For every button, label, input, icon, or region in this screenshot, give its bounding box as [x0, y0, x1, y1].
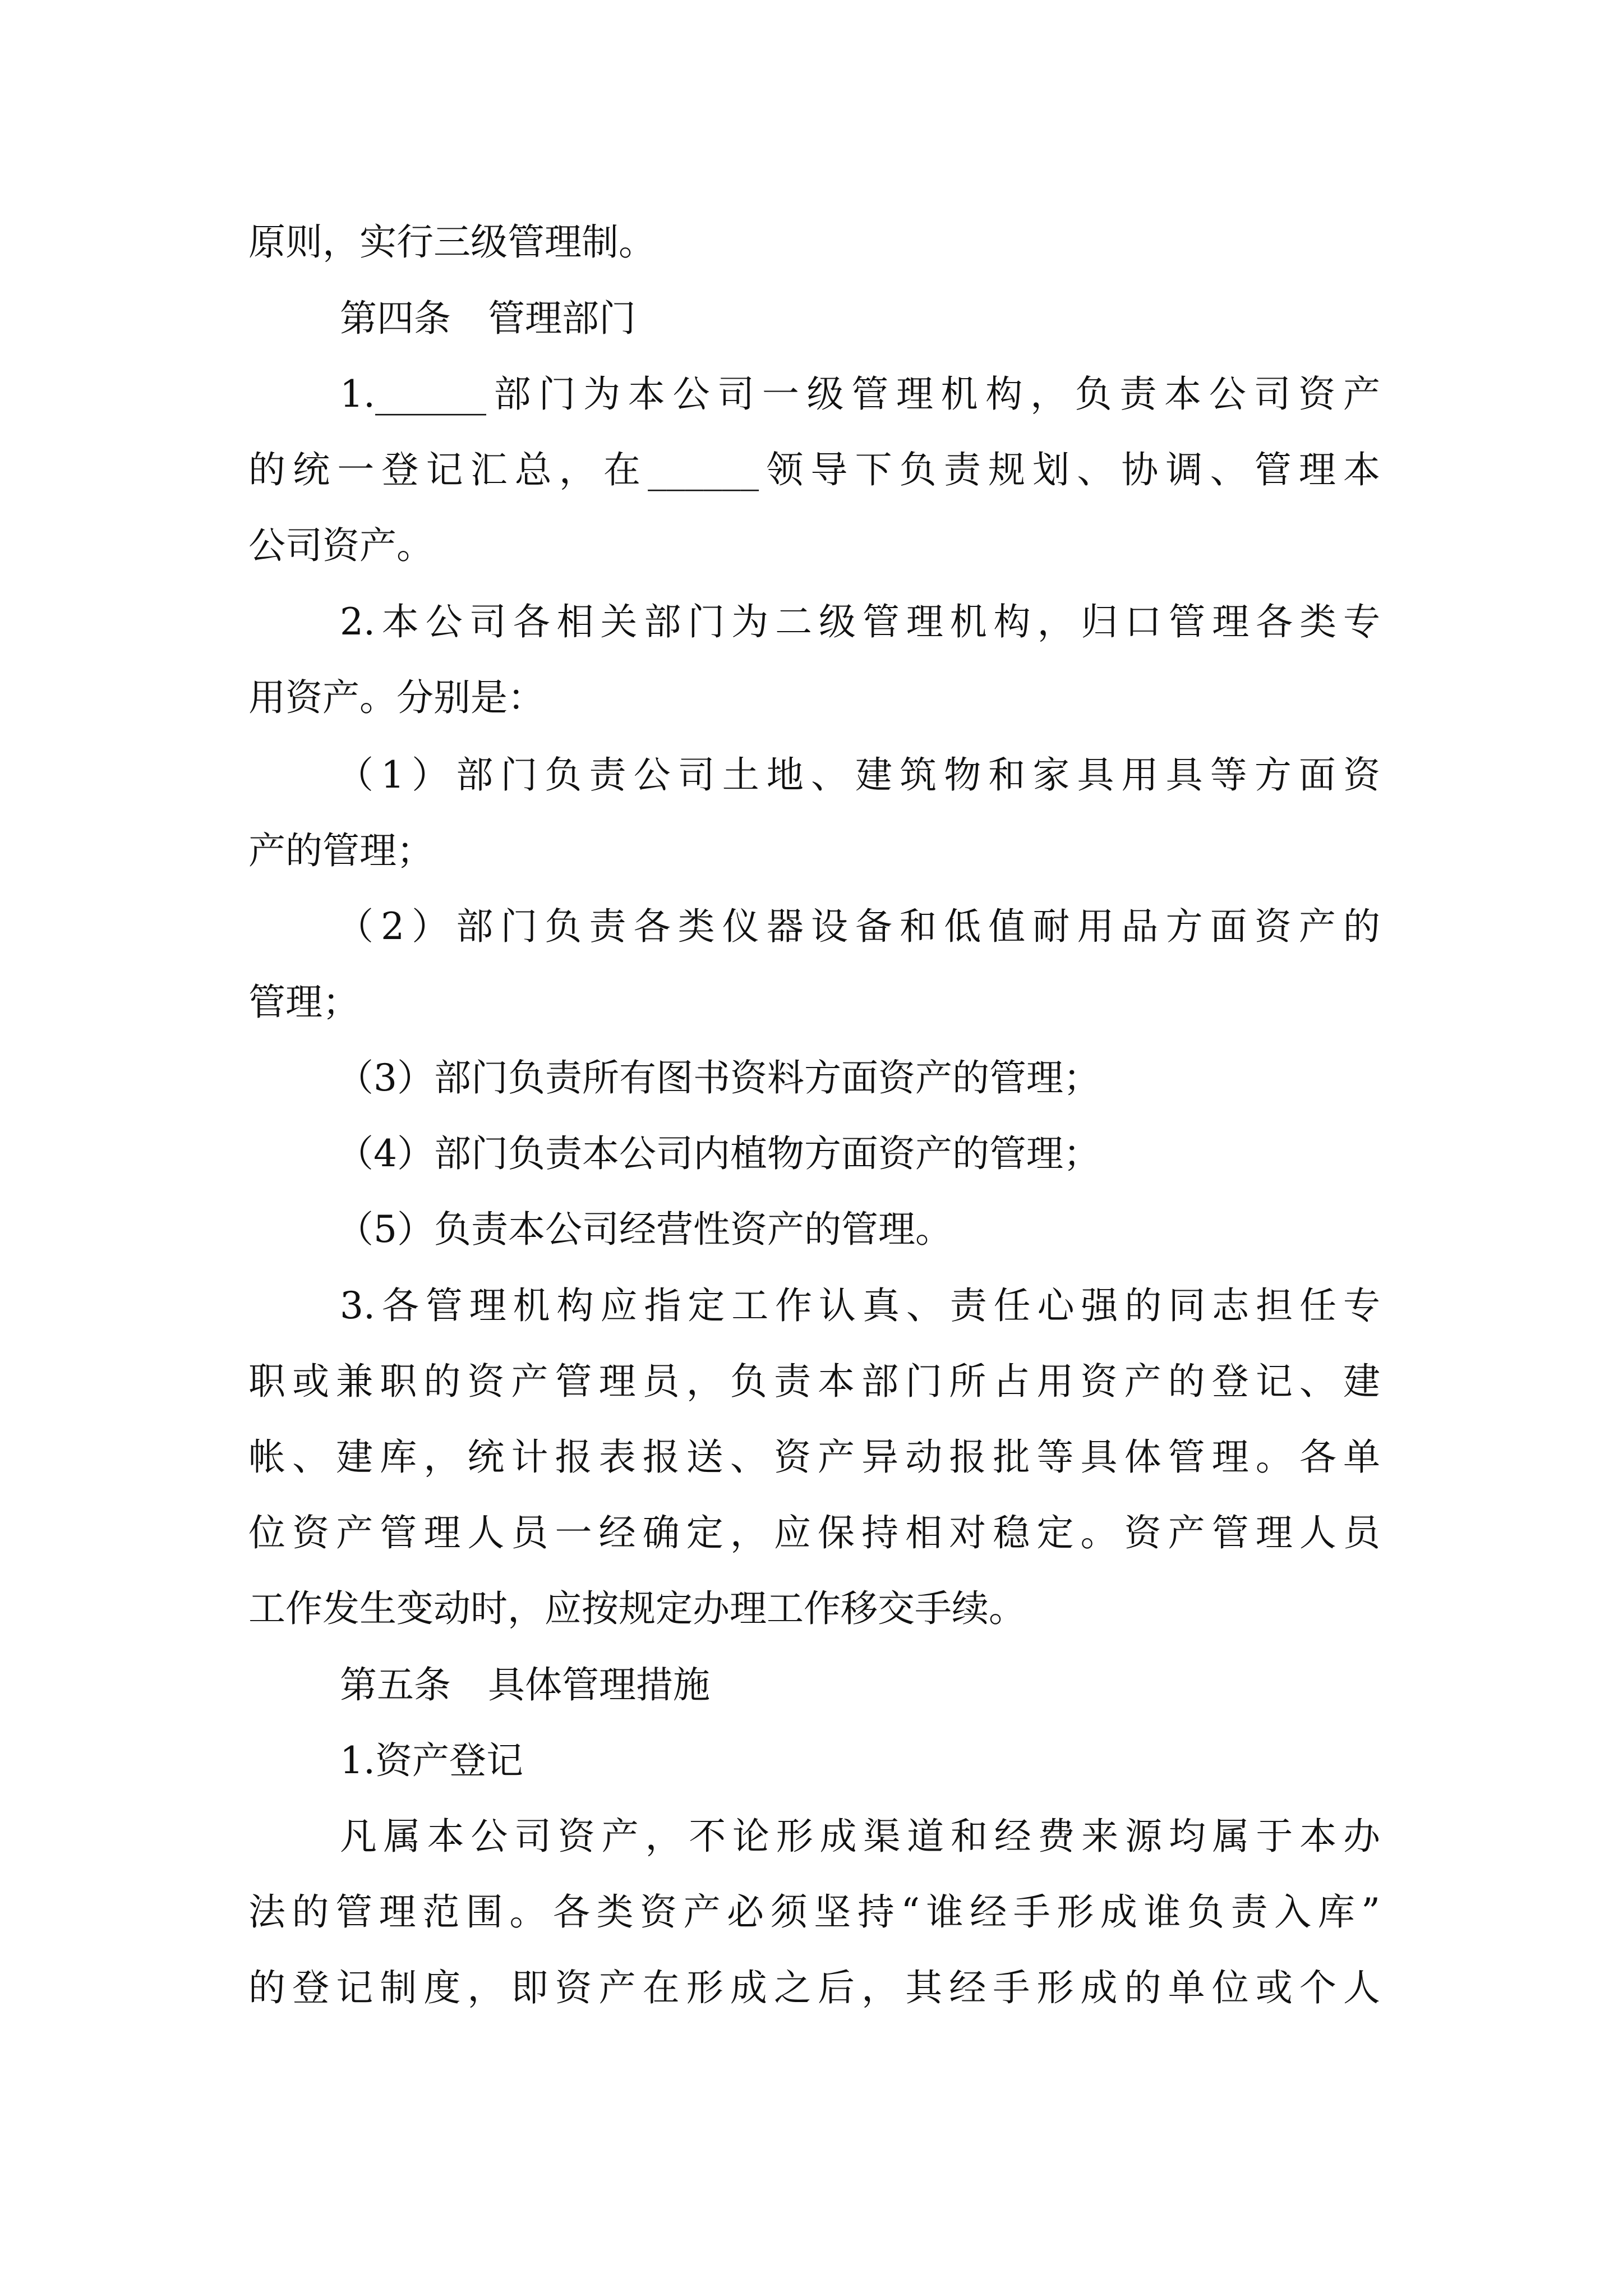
text-line: （2）部门负责各类仪器设备和低值耐用品方面资产的: [336, 905, 1380, 948]
text-line: 凡属本公司资产，不论形成渠道和经费来源均属于本办: [340, 1815, 1380, 1858]
text-line: 公司资产。: [248, 524, 434, 567]
text-line: 法的管理范围。各类资产必须坚持“谁经手形成谁负责入库”: [248, 1890, 1380, 1934]
text-line: 职或兼职的资产管理员，负责本部门所占用资产的登记、建: [248, 1360, 1380, 1403]
section-heading: 1.资产登记: [340, 1739, 523, 1782]
text-line: （1）部门负责公司土地、建筑物和家具用具等方面资: [336, 753, 1380, 797]
text-line: 管理；: [248, 981, 359, 1024]
text-line: 产的管理；: [248, 829, 434, 872]
text-line: 3.各管理机构应指定工作认真、责任心强的同志担任专: [340, 1284, 1380, 1327]
text-line: 的登记制度，即资产在形成之后，其经手形成的单位或个人: [248, 1966, 1380, 2009]
text-line: （3）部门负责所有图书资料方面资产的管理；: [336, 1056, 1100, 1099]
text-line: 用资产。分别是：: [248, 676, 545, 719]
article-heading: 第四条 管理部门: [340, 297, 636, 340]
text-line: 帐、建库，统计报表报送、资产异动报批等具体管理。各单: [248, 1435, 1380, 1479]
article-heading: 第五条 具体管理措施: [340, 1663, 710, 1706]
text-line: 工作发生变动时，应按规定办理工作移交手续。: [248, 1587, 1026, 1630]
text-line: 2.本公司各相关部门为二级管理机构，归口管理各类专: [340, 600, 1380, 643]
text-line: （4）部门负责本公司内植物方面资产的管理；: [336, 1132, 1100, 1175]
text-line: 的统一登记汇总，在______领导下负责规划、协调、管理本: [248, 448, 1380, 491]
text-line: 1.______部门为本公司一级管理机构，负责本公司资产: [340, 372, 1380, 416]
text-line: 位资产管理人员一经确定，应保持相对稳定。资产管理人员: [248, 1511, 1380, 1554]
text-line: 原则，实行三级管理制。: [248, 220, 656, 264]
text-line: （5）负责本公司经营性资产的管理。: [336, 1208, 952, 1251]
